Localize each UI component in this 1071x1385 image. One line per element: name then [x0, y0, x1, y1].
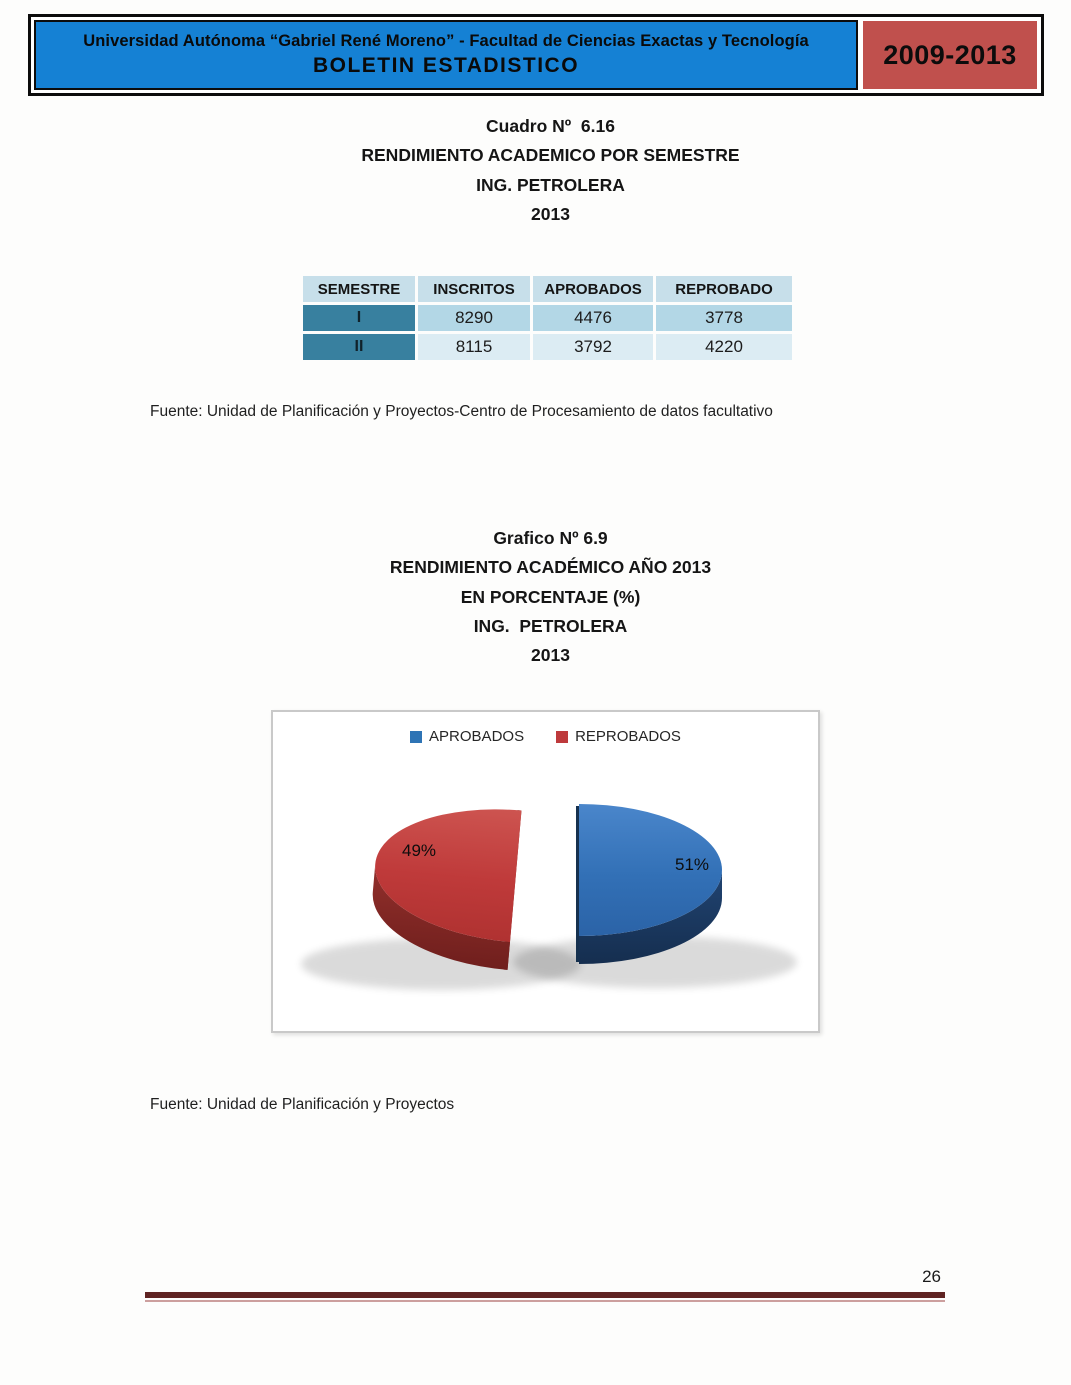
- legend-item-aprobados: [410, 728, 524, 745]
- chart-title-line: 2013: [531, 645, 570, 666]
- table-title-line: ING. PETROLERA: [476, 174, 625, 195]
- value-aprobados-sem1: 4476: [533, 305, 653, 331]
- legend-swatch-red-icon: [556, 731, 568, 743]
- bulletin-title: BOLETIN ESTADISTICO: [312, 54, 580, 77]
- table-title-block: [30, 112, 1071, 229]
- legend-label-reprobados: REPROBADOS: [575, 728, 681, 745]
- legend-item-reprobados: [556, 728, 681, 745]
- column-header-aprobados: APROBADOS: [533, 276, 653, 302]
- pie-label-reprobados: 49%: [401, 841, 437, 860]
- chart-title-line: EN PORCENTAJE (%): [460, 586, 641, 607]
- column-header-inscritos: INSCRITOS: [418, 276, 530, 302]
- university-name: Universidad Autónoma “Gabriel René Moreno” - Facultad de Ciencias Exactas y Tecnología: [83, 32, 809, 50]
- banner-period-panel: [863, 21, 1037, 89]
- chart-source-note: Fuente: Unidad de Planificación y Proyectos: [150, 1096, 455, 1113]
- pie-chart: [273, 712, 822, 1035]
- value-inscritos-sem2: 8115: [418, 334, 530, 360]
- value-inscritos-sem1: 8290: [418, 305, 530, 331]
- semester-performance-table: [303, 276, 792, 360]
- value-reprobado-sem2: 4220: [656, 334, 792, 360]
- legend-swatch-blue-icon: [410, 731, 422, 743]
- header-banner: [28, 14, 1044, 96]
- legend-label-aprobados: APROBADOS: [429, 728, 525, 745]
- page-number: 26: [922, 1267, 941, 1286]
- chart-title-block: [30, 524, 1071, 670]
- value-aprobados-sem2: 3792: [533, 334, 653, 360]
- row-label-semester-1: I: [303, 305, 415, 331]
- chart-title-line: RENDIMIENTO ACADÉMICO AÑO 2013: [389, 557, 712, 578]
- column-header-semestre: SEMESTRE: [303, 276, 415, 302]
- footer-rule-thin: [145, 1300, 945, 1302]
- period-label: 2009-2013: [883, 39, 1017, 70]
- chart-legend: [273, 728, 818, 745]
- column-header-reprobado: REPROBADO: [656, 276, 792, 302]
- banner-title-panel: [34, 20, 858, 90]
- table-source-note: Fuente: Unidad de Planificación y Proyectos-Centro de Procesamiento de datos facultativo: [150, 403, 773, 420]
- pie-chart-frame: [271, 710, 820, 1033]
- value-reprobado-sem1: 3778: [656, 305, 792, 331]
- table-title-line: Cuadro Nº 6.16: [486, 116, 615, 136]
- chart-title-line: Grafico Nº 6.9: [493, 528, 608, 548]
- chart-title-line: ING. PETROLERA: [473, 615, 628, 636]
- footer-rule-thick: [145, 1292, 945, 1298]
- row-label-semester-2: II: [303, 334, 415, 360]
- pie-label-aprobados: 51%: [674, 855, 710, 874]
- table-title-line: RENDIMIENTO ACADEMICO POR SEMESTRE: [361, 145, 740, 166]
- table-title-line: 2013: [531, 203, 570, 224]
